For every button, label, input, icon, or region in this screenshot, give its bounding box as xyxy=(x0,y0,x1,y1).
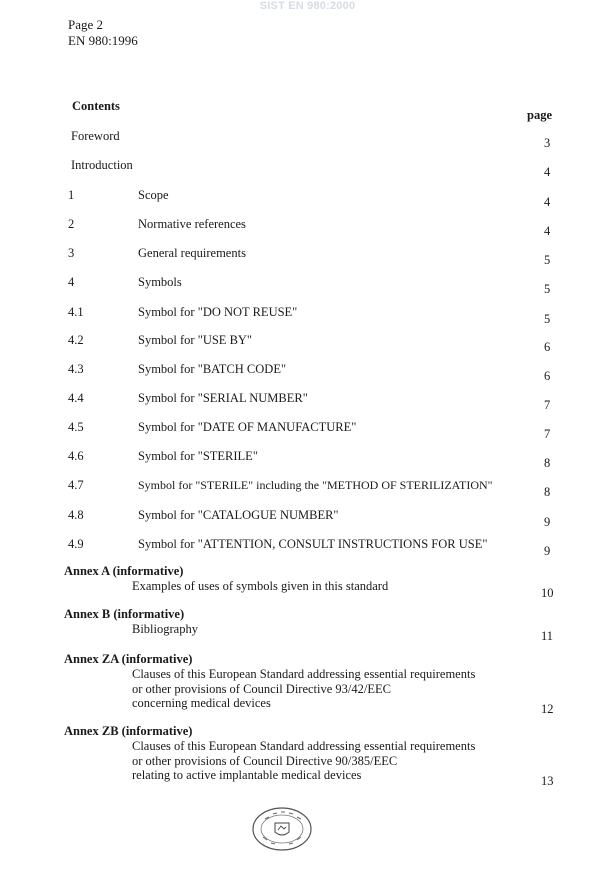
toc-entry-number: 4.3 xyxy=(68,362,84,376)
annex-page: 11 xyxy=(541,629,554,643)
toc-entry-title: Symbols xyxy=(138,275,182,289)
toc-entry-title: Symbol for "BATCH CODE" xyxy=(138,362,287,376)
toc-entry-number: 4.6 xyxy=(68,449,84,463)
toc-entry-page: 7 xyxy=(544,427,551,441)
toc-entry-title: Symbol for "USE BY" xyxy=(138,333,253,347)
toc-entry-page: 4 xyxy=(544,195,551,209)
page-column-title: page xyxy=(527,108,552,122)
toc-entry-number: 4.2 xyxy=(68,333,84,347)
annex-description-line: concerning medical devices xyxy=(132,696,271,710)
toc-entry-title: Symbol for "SERIAL NUMBER" xyxy=(138,391,308,405)
toc-entry-number: 1 xyxy=(68,188,75,202)
annex-description-line: Examples of uses of symbols given in this standard xyxy=(132,579,389,593)
toc-entry-number: 4.5 xyxy=(68,420,84,434)
toc-entry-page: 6 xyxy=(544,369,551,383)
annex-description-line: or other provisions of Council Directive 90/385/EEC xyxy=(132,753,398,768)
toc-entry-normative-references[interactable] xyxy=(0,217,615,238)
toc-entry-title: Symbol for "STERILE" xyxy=(138,449,258,463)
toc-entry-title: Symbol for "ATTENTION, CONSULT INSTRUCTIONS FOR USE" xyxy=(138,537,488,551)
toc-entry-page: 7 xyxy=(544,398,551,412)
toc-entry-title: Introduction xyxy=(71,158,133,172)
annex-description-line: relating to active implantable medical devices xyxy=(132,768,362,782)
annex-description xyxy=(132,739,604,783)
toc-entry-4-1[interactable] xyxy=(0,305,615,326)
toc-entry-general-requirements[interactable] xyxy=(0,246,615,267)
toc-entry-4-4[interactable] xyxy=(0,391,615,412)
annex-description xyxy=(132,667,604,711)
annex-heading: Annex ZB (informative) xyxy=(64,724,193,738)
toc-entry-number: 4.1 xyxy=(68,305,84,319)
toc-entry-page: 5 xyxy=(544,253,551,267)
toc-entry-foreword[interactable] xyxy=(0,129,615,150)
toc-entry-number: 4.8 xyxy=(68,508,84,522)
toc-entry-4-3[interactable] xyxy=(0,362,615,383)
annex-description-line: Clauses of this European Standard addressing essential requirements xyxy=(132,667,476,681)
toc-entry-number: 4.4 xyxy=(68,391,84,405)
toc-entry-title: Symbol for "DO NOT REUSE" xyxy=(138,305,298,319)
toc-entry-page: 8 xyxy=(544,456,551,470)
toc-entry-number: 4 xyxy=(68,275,75,289)
annex-heading: Annex B (informative) xyxy=(64,607,185,621)
toc-entry-title: Symbol for "CATALOGUE NUMBER" xyxy=(138,508,339,522)
toc-entry-title: Foreword xyxy=(71,129,120,143)
toc-entry-4-9[interactable] xyxy=(0,537,615,558)
annex-description xyxy=(132,622,604,637)
annex-page: 13 xyxy=(541,774,554,788)
annex-description-line: Bibliography xyxy=(132,622,198,636)
toc-entry-4-7[interactable] xyxy=(0,478,615,499)
toc-entry-scope[interactable] xyxy=(0,188,615,209)
toc-entry-4-6[interactable] xyxy=(0,449,615,470)
toc-entry-page: 6 xyxy=(544,340,551,354)
annex-heading: Annex ZA (informative) xyxy=(64,652,193,666)
toc-entry-page: 3 xyxy=(544,136,551,150)
page-number: Page 2 xyxy=(68,17,104,32)
toc-entry-page: 4 xyxy=(544,165,551,179)
official-seal-stamp xyxy=(251,806,313,852)
toc-entry-4-2[interactable] xyxy=(0,333,615,354)
annex-a[interactable] xyxy=(64,564,604,600)
contents-title: Contents xyxy=(72,99,120,113)
annex-description-line: or other provisions of Council Directive 93/42/EEC xyxy=(132,681,391,696)
toc-entry-page: 5 xyxy=(544,312,551,326)
annex-heading: Annex A (informative) xyxy=(64,564,184,578)
toc-entry-page: 8 xyxy=(544,485,551,499)
annex-page: 10 xyxy=(541,586,554,600)
page-header xyxy=(68,17,138,49)
toc-entry-number: 3 xyxy=(68,246,75,260)
toc-entry-title: Scope xyxy=(138,188,169,202)
toc-entry-title: Symbol for "STERILE" including the "METHOD OF STERILIZATION" xyxy=(138,478,493,492)
annex-page: 12 xyxy=(541,702,554,716)
watermark: SIST EN 980:2000 xyxy=(259,0,356,12)
toc-entry-page: 4 xyxy=(544,224,551,238)
annex-za[interactable] xyxy=(64,652,604,716)
standard-id: EN 980:1996 xyxy=(68,33,138,48)
toc-entry-introduction[interactable] xyxy=(0,158,615,179)
toc-entry-number: 4.7 xyxy=(68,478,84,492)
toc-entry-4-5[interactable] xyxy=(0,420,615,441)
annex-description-line: Clauses of this European Standard addressing essential requirements xyxy=(132,739,476,753)
annex-zb[interactable] xyxy=(64,724,604,788)
toc-entry-number: 4.9 xyxy=(68,537,84,551)
toc-entry-page: 9 xyxy=(544,544,551,558)
annex-description xyxy=(132,579,604,594)
toc-entry-title: General requirements xyxy=(138,246,246,260)
toc-entry-4-8[interactable] xyxy=(0,508,615,529)
toc-entry-symbols[interactable] xyxy=(0,275,615,296)
annex-b[interactable] xyxy=(64,607,604,643)
toc-entry-title: Symbol for "DATE OF MANUFACTURE" xyxy=(138,420,357,434)
toc-entry-page: 5 xyxy=(544,282,551,296)
toc-entry-page: 9 xyxy=(544,515,551,529)
toc-entry-title: Normative references xyxy=(138,217,246,231)
toc-entry-number: 2 xyxy=(68,217,75,231)
